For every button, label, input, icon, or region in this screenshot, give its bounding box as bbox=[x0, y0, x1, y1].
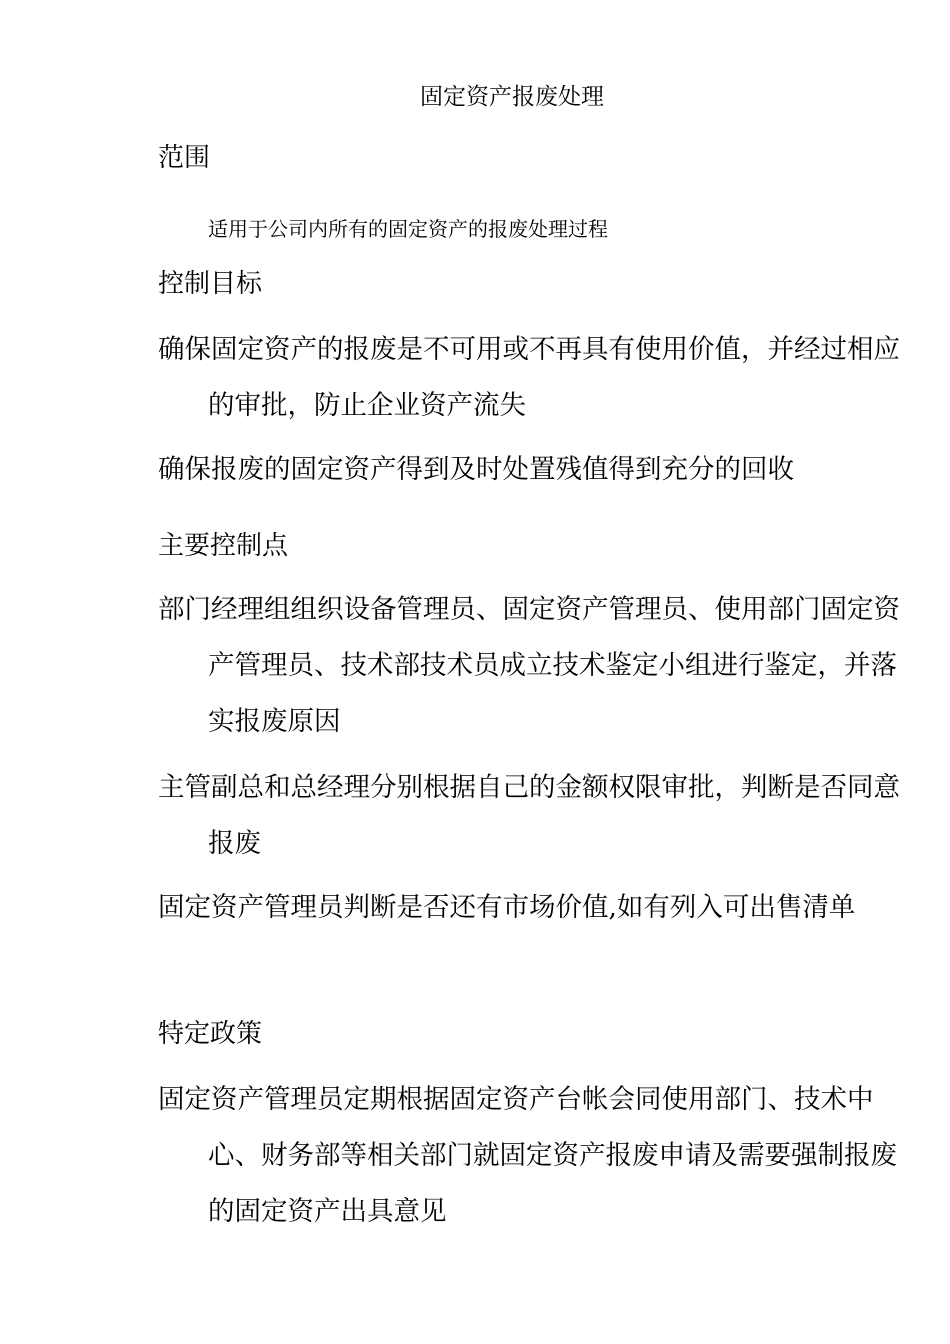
policies-heading: 特定政策 bbox=[158, 1019, 263, 1049]
objective-item: 确保报废的固定资产得到及时处置残值得到充分的回收 bbox=[158, 454, 794, 485]
document-title: 固定资产报废处理 bbox=[420, 84, 604, 110]
objective-item: 确保固定资产的报废是不可用或不再具有使用价值，并经过相应的审批，防止企业资产流失 bbox=[158, 334, 900, 421]
objectives-heading: 控制目标 bbox=[158, 269, 263, 299]
control-point-item: 主管副总和总经理分别根据自己的金额权限审批，判断是否同意报废 bbox=[158, 772, 900, 859]
policy-item: 固定资产管理员定期根据固定资产台帐会同使用部门、技术中心、财务部等相关部门就固定资产报废申请及需要强制报废的固定资产出具意见 bbox=[158, 1084, 897, 1227]
control-points-heading: 主要控制点 bbox=[158, 531, 289, 561]
scope-text: 适用于公司内所有的固定资产的报废处理过程 bbox=[208, 217, 608, 241]
control-point-item: 部门经理组组织设备管理员、固定资产管理员、使用部门固定资产管理员、技术部技术员成立技术鉴定小组进行鉴定，并落实报废原因 bbox=[158, 594, 900, 737]
control-point-item: 固定资产管理员判断是否还有市场价值,如有列入可出售清单 bbox=[158, 892, 856, 923]
scope-heading: 范围 bbox=[158, 143, 211, 173]
